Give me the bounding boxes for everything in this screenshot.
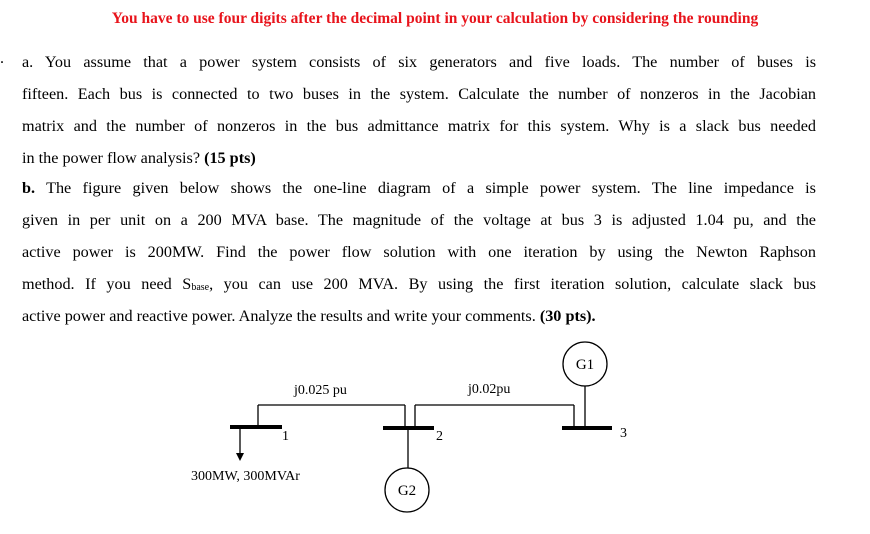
bus-2-label: 2 [436, 429, 443, 444]
load-arrow-icon [236, 453, 244, 461]
instruction-header: You have to use four digits after the decimal point in your calculation by considering the rounding [111, 10, 759, 27]
part-b-line-1: The figure given below shows the one-line diagram of a simple power system. The line impedance is [46, 179, 816, 197]
part-b-line-4-pre: method. If you need S [22, 275, 192, 293]
part-a-points: (15 pts) [204, 149, 256, 167]
generator-1-label: G1 [575, 357, 595, 373]
part-b-line-4-post: , you can use 200 MVA. By using the first iteration solution, calculate slack bus [209, 275, 816, 293]
part-b-line-2: given in per unit on a 200 MVA base. The magnitude of the voltage at bus 3 is adjusted 1.04 pu, and the [22, 211, 816, 229]
part-a-line-3: matrix and the number of nonzeros in the bus admittance matrix for this system. Why is a slack bus needed [22, 117, 816, 135]
line-2-3-impedance: j0.02pu [468, 382, 511, 397]
list-marker: . [0, 50, 4, 67]
part-a-line-2: fifteen. Each bus is connected to two buses in the system. Calculate the number of nonzeros in the Jacobian [22, 85, 816, 103]
part-b-line-5: active power and reactive power. Analyze the results and write your comments. [22, 307, 536, 325]
generator-2-label: G2 [397, 483, 417, 499]
part-a-line-4: in the power flow analysis? [22, 149, 201, 167]
line-1-2-impedance: j0.025 pu [294, 383, 347, 398]
part-b-points: (30 pts). [539, 307, 596, 325]
bus-1-label: 1 [282, 429, 289, 444]
part-a-line-1: a. You assume that a power system consists of six generators and five loads. The number of buses is [22, 53, 816, 71]
sbase-subscript: base [191, 282, 210, 293]
load-label: 300MW, 300MVAr [191, 469, 300, 484]
bus-3-label: 3 [620, 426, 627, 441]
part-b-line-3: active power is 200MW. Find the power flow solution with one iteration by using the Newton Raphson [22, 243, 816, 261]
part-b-label: b. [22, 179, 36, 197]
